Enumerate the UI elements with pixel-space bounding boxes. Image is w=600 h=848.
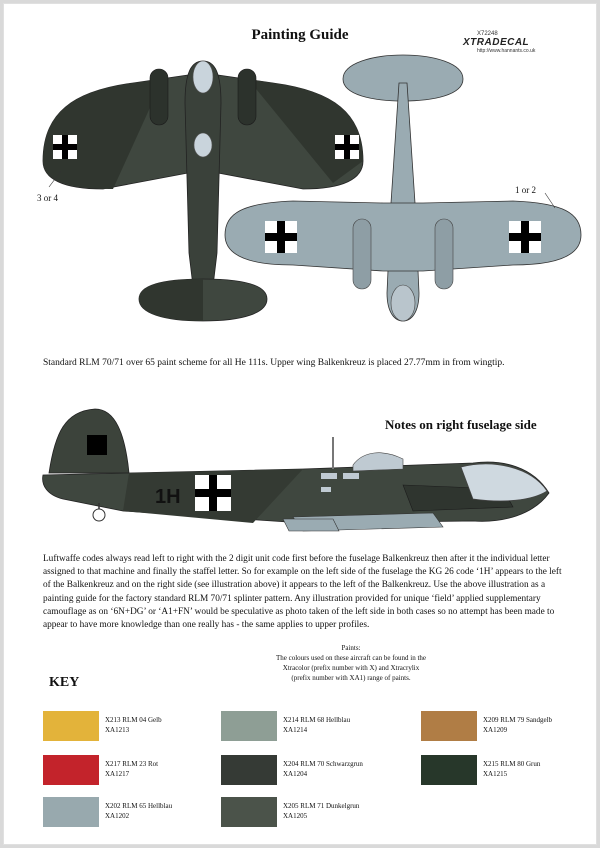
logo-brand: XTRADECAL (463, 37, 530, 48)
key-item-rlm-79 (483, 715, 552, 735)
swatch-rlm-71 (221, 797, 277, 827)
fuselage-code: 1H (155, 486, 181, 508)
key-item-rlm-65 (105, 801, 172, 821)
key-item-name: X202 RLM 65 Hellblau (105, 802, 173, 810)
upper-surface-view (43, 61, 363, 321)
paints-line-1: The colours used on these aircraft can be found in the (275, 654, 427, 662)
notes-body: Luftwaffe codes always read left to right with the 2 digit unit code first before the fuselage Balkenkreuz then after it the individual letter assigned to that machine and finally the staffel letter. So for example on the left side of the fuselage the KG 26 code ‘1H’ appears to the left of the Balkenkreuz and on the right side (see illustration above) it appears to the left of the Balkenkreuz. Use the above illustration as a painting guide for the factory standard RLM 70/71 splinter pattern. Any illustration provided for unique ‘field’ applied supplementary camouflage as on ‘6N+DG’ or ‘A1+FN’ would be speculative as photo taken of the left side in both cases so no attempt has been made to appear to have more knowledge than one really has - the same applies to upper profiles. (43, 554, 562, 631)
key-item-code: XA1204 (283, 770, 308, 778)
key-item-code: XA1202 (105, 812, 130, 820)
swatch-rlm-68 (221, 711, 277, 741)
paints-line-2: Xtracolor (prefix number with X) and Xtracrylix (282, 664, 420, 672)
scheme-caption: Standard RLM 70/71 over 65 paint scheme for all He 111s. Upper wing Balkenkreuz is placed 27.77mm in from wingtip. (43, 358, 505, 368)
key-item-name: X215 RLM 80 Grun (483, 760, 541, 768)
key-item-code: XA1209 (483, 726, 508, 734)
swatch-rlm-65 (43, 797, 99, 827)
key-item-name: X217 RLM 23 Rot (105, 760, 159, 768)
planform-views (3, 3, 597, 343)
paints-note (241, 643, 461, 683)
key-item-code: XA1217 (105, 770, 130, 778)
paints-heading: Paints: (341, 644, 361, 652)
swatch-rlm-23 (43, 755, 99, 785)
key-item-name: X204 RLM 70 Schwarzgrun (283, 760, 363, 768)
key-item-rlm-71 (283, 801, 359, 821)
key-title: KEY (49, 675, 80, 690)
paints-line-3: (prefix number with XA1) range of paints. (291, 674, 411, 682)
swatch-rlm-80 (421, 755, 477, 785)
key-item-rlm-23 (105, 759, 158, 779)
notes-title: Notes on right fuselage side (385, 417, 537, 432)
key-item-rlm-70 (283, 759, 363, 779)
page-title: Painting Guide (251, 27, 349, 43)
key-item-code: XA1214 (283, 726, 308, 734)
key-item-rlm-80 (483, 759, 540, 779)
key-item-name: X205 RLM 71 Dunkelgrun (283, 802, 360, 810)
logo-code: X72248 (477, 31, 498, 37)
lower-view-label: 1 or 2 (515, 185, 536, 195)
side-profile (3, 403, 597, 553)
swatch-rlm-79 (421, 711, 477, 741)
key-item-name: X214 RLM 68 Hellblau (283, 716, 351, 724)
key-item-rlm-68 (283, 715, 350, 735)
upper-view-label: 3 or 4 (37, 193, 58, 203)
key-item-rlm-04 (105, 715, 162, 735)
logo-url: http://www.hannants.co.uk (477, 48, 536, 54)
key-item-code: XA1205 (283, 812, 308, 820)
key-item-code: XA1215 (483, 770, 508, 778)
painting-guide-page (3, 3, 597, 845)
key-item-name: X209 RLM 79 Sandgelb (483, 716, 553, 724)
key-item-code: XA1213 (105, 726, 130, 734)
swatch-rlm-04 (43, 711, 99, 741)
key-item-name: X213 RLM 04 Gelb (105, 716, 162, 724)
swatch-rlm-70 (221, 755, 277, 785)
